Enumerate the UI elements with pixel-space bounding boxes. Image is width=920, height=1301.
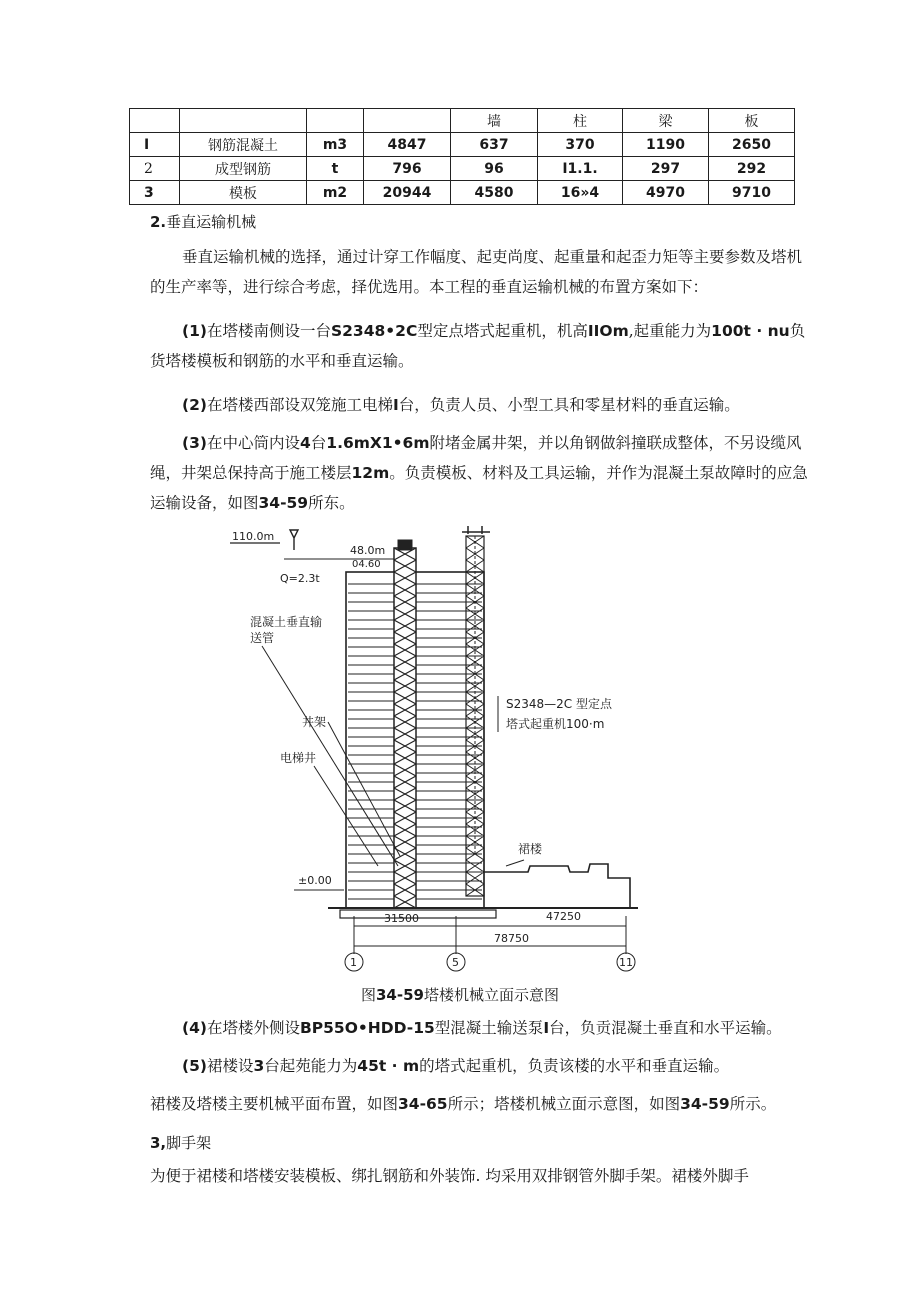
- table-cell: 3: [130, 181, 180, 205]
- table-cell: 2650: [709, 133, 795, 157]
- table-cell: 成型钢筋: [180, 157, 307, 181]
- list-item: (4)在塔楼外侧设BP55O•HDD-15型混凝土输送泵I台，负贡混凝土垂直和水平运输。: [182, 1019, 782, 1037]
- section-title: 脚手架: [166, 1134, 212, 1152]
- table-cell: 96: [451, 157, 538, 181]
- table-cell: 梁: [623, 109, 709, 133]
- bracing-segment: [466, 860, 484, 872]
- bracing-segment: [466, 644, 484, 656]
- table-cell: 370: [538, 133, 623, 157]
- crane-label-2: 塔式起重机100·m: [506, 717, 605, 731]
- crane-label: S2348—2C 型定点: [506, 697, 612, 711]
- table-row: [130, 133, 795, 157]
- table-cell: t: [307, 157, 364, 181]
- table-cell: I1.1.: [538, 157, 623, 181]
- paragraph: 为便于裙楼和塔楼安装模板、绑扎钢筋和外装饰. 均采用双排钢管外脚手架。裙楼外脚手: [150, 1167, 749, 1185]
- bracing-segment: [466, 764, 484, 776]
- bracing-segment: [466, 824, 484, 836]
- section-heading: [150, 1132, 211, 1153]
- table-cell: 796: [364, 157, 451, 181]
- table-cell: 4847: [364, 133, 451, 157]
- table-row: [130, 181, 795, 205]
- table-cell: 模板: [180, 181, 307, 205]
- table-cell: I: [130, 133, 180, 157]
- paragraph: 垂直运输机械的选择，通过计穿工作幅度、起吏尚度、起重量和起歪力矩等主要参数及塔机的生产率等，进行综合考虑，择优选用。本工程的垂直运输机械的布置方案如下：: [150, 248, 803, 296]
- table-cell: m3: [307, 133, 364, 157]
- pipe-label: 混凝土垂直输: [250, 615, 323, 629]
- quantity-table: [129, 108, 795, 205]
- section-number: 3,: [150, 1134, 167, 1152]
- table-cell: 板: [709, 109, 795, 133]
- dim-label: 47250: [546, 910, 581, 923]
- top-elevation-label: 110.0m: [232, 530, 275, 543]
- table-cell: 297: [623, 157, 709, 181]
- table-cell: 2: [130, 157, 180, 181]
- list-item: (5)裙楼设3台起苑能力为45t · m的塔式起重机，负责该楼的水平和垂直运输。: [182, 1057, 730, 1075]
- frame-label: 井架: [302, 715, 327, 729]
- dim-label: 31500: [384, 912, 419, 925]
- table-cell: 16»4: [538, 181, 623, 205]
- ground-label: ±0.00: [298, 874, 332, 887]
- section-heading: [150, 211, 256, 232]
- frame-top: [398, 540, 412, 550]
- table-cell: 4970: [623, 181, 709, 205]
- paragraph: 裙楼及塔楼主要机械平面布置，如图34-65所示；塔楼机械立面示意图，如图34-59所示。: [150, 1095, 777, 1113]
- table-cell: 292: [709, 157, 795, 181]
- table-header-row: [130, 109, 795, 133]
- dim-total-label: 78750: [494, 932, 529, 945]
- pipe-label-2: 送管: [250, 631, 275, 645]
- table-cell: 墙: [451, 109, 538, 133]
- list-item: (3)在中心筒内设4台1.6mX1•6m附堵金属井架，并以角钢做斜撞联成整体，不另设缆风绳，井架总保持高于施工楼层12m。负责模板、材料及工具运输，并作为混凝土泵故障时的应急运输设备，如图34-59所东。: [150, 434, 808, 512]
- section-number: 2.: [150, 213, 167, 231]
- table-cell: 4580: [451, 181, 538, 205]
- list-item: (1)在塔楼南侧设一台S2348•2C型定点塔式起重机，机高IIOm,起重能力为100t · nu负货塔楼模板和钢筋的水平和垂直运输。: [150, 322, 806, 370]
- bracing-segment: [466, 872, 484, 884]
- load-label: Q=2.3t: [280, 572, 320, 585]
- table-cell: 1190: [623, 133, 709, 157]
- table-cell: [180, 109, 307, 133]
- elevator-label: 电梯井: [280, 751, 317, 765]
- table-cell: m2: [307, 181, 364, 205]
- table-cell: [130, 109, 180, 133]
- list-item: (2)在塔楼西部设双笼施工电梯I台，负责人员、小型工具和零星材料的垂直运输。: [182, 396, 740, 414]
- table-cell: 柱: [538, 109, 623, 133]
- axis-label: 1: [350, 956, 357, 969]
- axis-label: 5: [452, 956, 459, 969]
- bracing-segment: [466, 584, 484, 596]
- table-cell: [307, 109, 364, 133]
- table-cell: 9710: [709, 181, 795, 205]
- podium-label: 裙楼: [518, 842, 543, 856]
- table-cell: 20944: [364, 181, 451, 205]
- figure-caption: 图34-59塔楼机械立面示意图: [360, 986, 559, 1004]
- section-title: 垂直运输机械: [166, 213, 257, 231]
- span-label: 48.0m: [350, 544, 386, 557]
- table-cell: [364, 109, 451, 133]
- tower-machinery-elevation-figure: [228, 526, 648, 974]
- axis-label: 11: [619, 956, 633, 969]
- table-cell: 637: [451, 133, 538, 157]
- hook-icon: [290, 530, 298, 550]
- table-row: [130, 157, 795, 181]
- table-cell: 钢筋混凝土: [180, 133, 307, 157]
- span2-label: 04.60: [352, 559, 381, 570]
